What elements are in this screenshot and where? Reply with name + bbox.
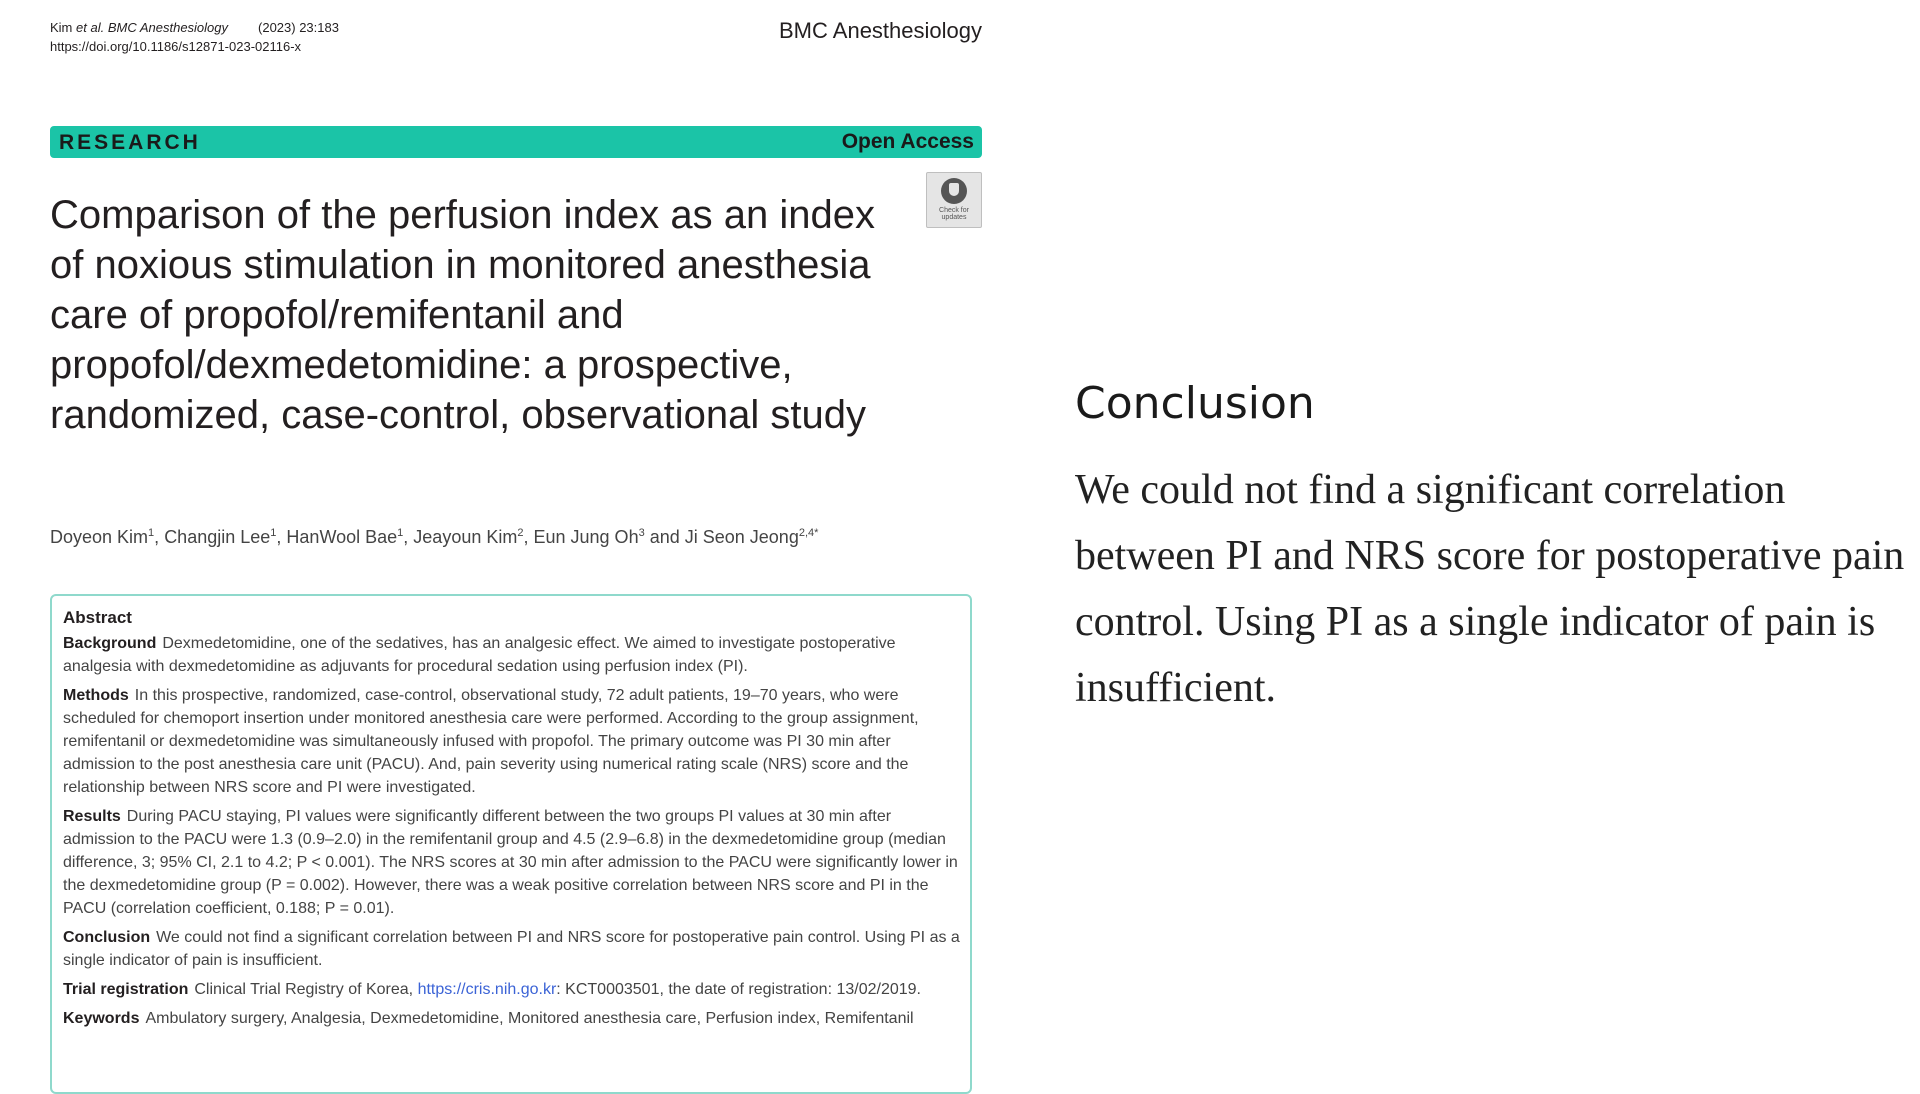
author[interactable]: HanWool Bae: [286, 527, 398, 547]
article-type-banner: [50, 126, 982, 158]
abstract-heading: Abstract: [63, 608, 132, 627]
cite-etal: et al.: [76, 20, 105, 35]
paper-title: Comparison of the perfusion index as an index of noxious stimulation in monitored anesthesia care of propofol/remifentanil and propofol/dexmedetomidine: a prospective, randomized, case-control, observational study: [50, 193, 875, 437]
callout-heading: Conclusion: [1075, 378, 1315, 429]
section-text: Dexmedetomidine, one of the sedatives, has an analgesic effect. We aimed to investigate postoperative analgesia with dexmedetomidine as adjuvants for procedural sedation using perfusion index (PI).: [63, 635, 896, 675]
section-text: We could not find a significant correlation between PI and NRS score for postoperative pain control. Using PI as a single indicator of pain is insufficient.: [63, 929, 960, 969]
cite-year: (2023) 23:183: [258, 20, 339, 35]
section-text: Ambulatory surgery, Analgesia, Dexmedetomidine, Monitored anesthesia care, Perfusion index, Remifentanil: [145, 1010, 914, 1027]
author-affiliation: 1: [148, 527, 155, 539]
conclusion-callout: [1075, 378, 1905, 721]
author-separator: ,: [523, 527, 534, 547]
citation: [50, 18, 339, 56]
author-affiliation: 1: [397, 527, 404, 539]
author[interactable]: Eun Jung Oh: [533, 527, 639, 547]
section-label: Methods: [63, 687, 129, 704]
section-text: During PACU staying, PI values were significantly different between the two groups PI values at 30 min after admission to the PACU were 1.3 (0.9–2.0) in the remifentanil group and 4.5 (2.9–6.8) in the dexmedetomidine group (median difference, 3; 95% CI, 2.1 to 4.2; P < 0.001). The NRS scores at 30 min after admission to the PACU were significantly lower in the dexmedetomidine group (P = 0.002). However, there was a weak positive correlation between NRS score and PI in the PACU (correlation coefficient, 0.188; P = 0.01).: [63, 808, 958, 917]
section-text: Clinical Trial Registry of Korea,: [194, 981, 418, 998]
section-text: : KCT0003501, the date of registration: 13/02/2019.: [556, 981, 921, 998]
abstract-results: [63, 805, 963, 920]
author[interactable]: Doyeon Kim: [50, 527, 149, 547]
author[interactable]: Jeayoun Kim: [413, 527, 518, 547]
author[interactable]: Changjin Lee: [164, 527, 271, 547]
author-separator: ,: [403, 527, 414, 547]
section-label: Keywords: [63, 1010, 140, 1027]
journal-name: BMC Anesthesiology: [779, 18, 982, 43]
cite-authors: Kim: [50, 20, 73, 35]
abstract-keywords: [63, 1007, 963, 1030]
page-header: [50, 18, 982, 58]
article-type-label: RESEARCH: [59, 131, 201, 154]
cite-journal: BMC Anesthesiology: [107, 20, 229, 35]
check-for-updates-button[interactable]: [926, 172, 982, 228]
author-list: [50, 527, 818, 548]
registry-link[interactable]: https://cris.nih.go.kr: [417, 981, 557, 998]
open-access-label: Open Access: [841, 130, 974, 153]
abstract-box: [50, 594, 972, 1094]
author-affiliation: 2,4*: [798, 527, 819, 539]
section-label: Background: [63, 635, 157, 652]
author-affiliation: 2: [517, 527, 524, 539]
author-separator: ,: [154, 527, 165, 547]
section-label: Conclusion: [63, 929, 151, 946]
doi-link[interactable]: https://doi.org/10.1186/s12871-023-02116-x: [50, 39, 302, 54]
abstract-trial-registration: [63, 978, 963, 1001]
author-separator: and: [644, 527, 685, 547]
bookmark-icon: [941, 178, 967, 204]
author-separator: ,: [276, 527, 287, 547]
section-label: Results: [63, 808, 121, 825]
check-for-updates-label: Check for updates: [939, 207, 969, 221]
abstract-conclusion: [63, 926, 963, 972]
abstract-methods: [63, 684, 963, 799]
callout-text: We could not find a significant correlation between PI and NRS score for postoperative pain control. Using PI as a single indicator of pain is insufficient.: [1075, 467, 1905, 711]
section-label: Trial registration: [63, 981, 189, 998]
author-affiliation: 3: [638, 527, 645, 539]
author[interactable]: Ji Seon Jeong: [684, 527, 799, 547]
section-text: In this prospective, randomized, case-control, observational study, 72 adult patients, 19–70 years, who were scheduled for chemoport insertion under monitored anesthesia care were performed. According to the group assignment, remifentanil or dexmedetomidine was simultaneously infused with propofol. The primary outcome was PI 30 min after admission to the post anesthesia care unit (PACU). And, pain severity using numerical rating scale (NRS) score and the relationship between NRS score and PI were investigated.: [63, 687, 919, 796]
abstract-background: [63, 632, 963, 678]
author-affiliation: 1: [270, 527, 277, 539]
